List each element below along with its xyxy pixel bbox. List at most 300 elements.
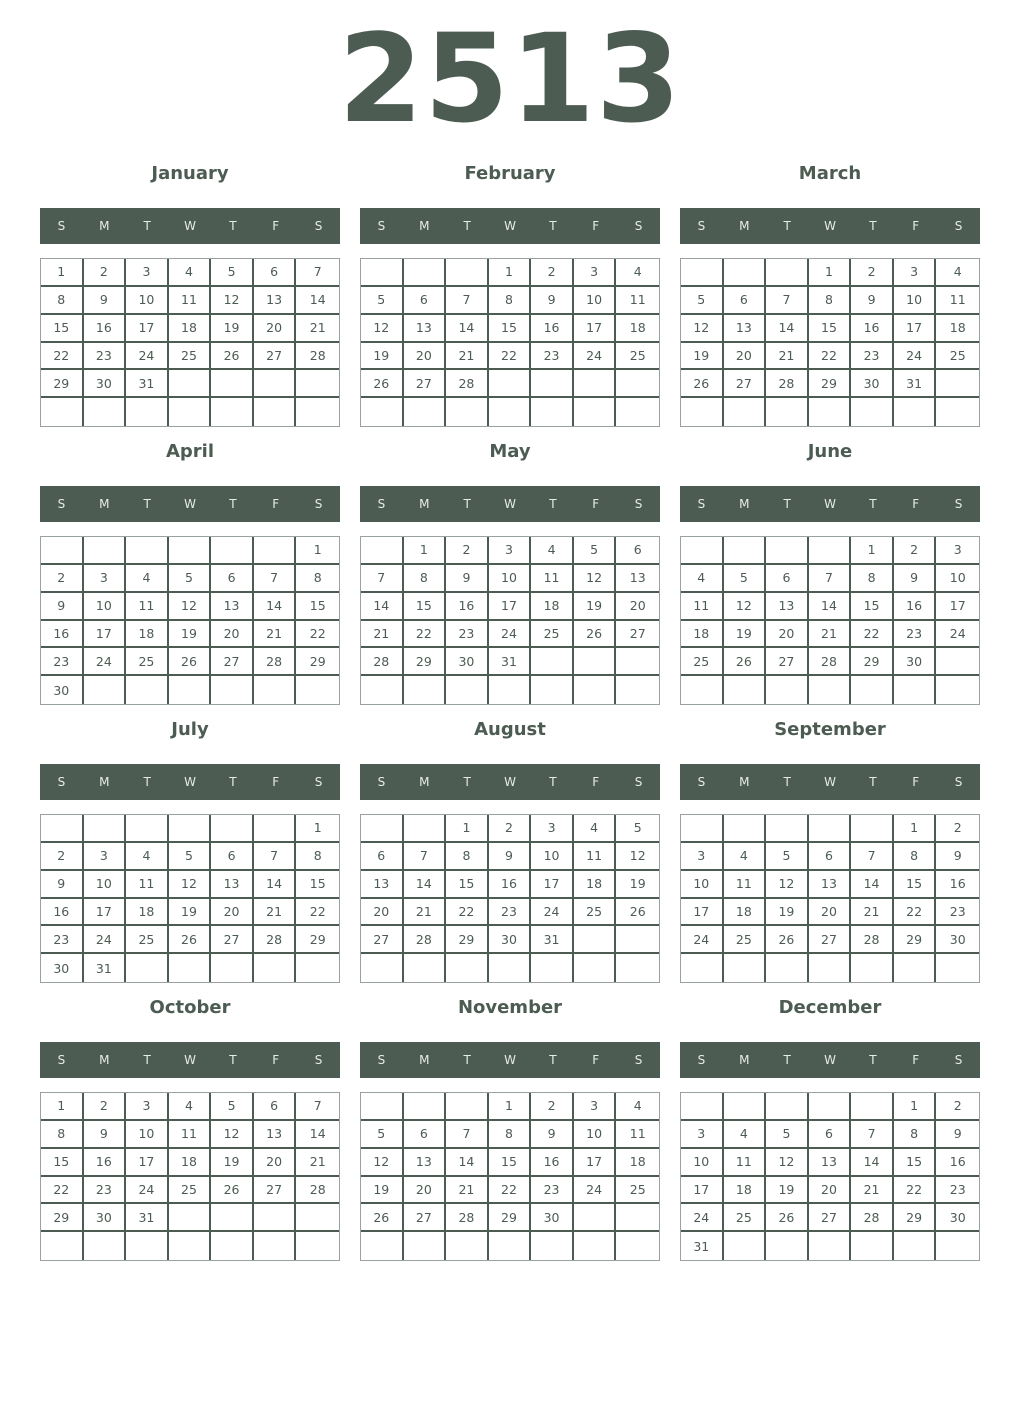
day-cell[interactable]: 26 xyxy=(681,370,724,398)
day-cell[interactable]: 26 xyxy=(211,343,254,371)
day-cell[interactable]: 27 xyxy=(616,621,659,649)
day-cell[interactable]: 24 xyxy=(936,621,979,649)
day-cell[interactable]: 5 xyxy=(766,1121,809,1149)
day-cell[interactable]: 7 xyxy=(446,287,489,315)
day-cell[interactable]: 9 xyxy=(84,287,127,315)
day-cell[interactable]: 17 xyxy=(894,315,937,343)
day-cell[interactable]: 3 xyxy=(84,565,127,593)
day-cell[interactable]: 13 xyxy=(254,287,297,315)
day-cell[interactable]: 23 xyxy=(84,1177,127,1205)
day-cell[interactable]: 19 xyxy=(766,899,809,927)
day-cell[interactable]: 11 xyxy=(126,593,169,621)
day-cell[interactable]: 19 xyxy=(724,621,767,649)
day-cell[interactable]: 23 xyxy=(936,899,979,927)
day-cell[interactable]: 25 xyxy=(724,926,767,954)
day-cell[interactable]: 1 xyxy=(296,537,339,565)
day-cell[interactable]: 8 xyxy=(446,843,489,871)
day-cell[interactable]: 3 xyxy=(531,815,574,843)
day-cell[interactable]: 24 xyxy=(489,621,532,649)
day-cell[interactable]: 11 xyxy=(724,871,767,899)
day-cell[interactable]: 1 xyxy=(894,1093,937,1121)
day-cell[interactable]: 9 xyxy=(531,1121,574,1149)
day-cell[interactable]: 15 xyxy=(41,1149,84,1177)
day-cell[interactable]: 16 xyxy=(446,593,489,621)
day-cell[interactable]: 5 xyxy=(766,843,809,871)
day-cell[interactable]: 27 xyxy=(254,343,297,371)
day-cell[interactable]: 7 xyxy=(296,259,339,287)
day-cell[interactable]: 27 xyxy=(766,648,809,676)
day-cell[interactable]: 20 xyxy=(254,1149,297,1177)
day-cell[interactable]: 10 xyxy=(936,565,979,593)
day-cell[interactable]: 10 xyxy=(84,593,127,621)
day-cell[interactable]: 26 xyxy=(361,1204,404,1232)
day-cell[interactable]: 19 xyxy=(361,1177,404,1205)
day-cell[interactable]: 16 xyxy=(936,871,979,899)
day-cell[interactable]: 23 xyxy=(851,343,894,371)
day-cell[interactable]: 6 xyxy=(254,259,297,287)
day-cell[interactable]: 29 xyxy=(296,648,339,676)
day-cell[interactable]: 6 xyxy=(724,287,767,315)
day-cell[interactable]: 26 xyxy=(211,1177,254,1205)
day-cell[interactable]: 24 xyxy=(681,926,724,954)
day-cell[interactable]: 20 xyxy=(361,899,404,927)
day-cell[interactable]: 24 xyxy=(681,1204,724,1232)
day-cell[interactable]: 10 xyxy=(574,287,617,315)
day-cell[interactable]: 21 xyxy=(296,1149,339,1177)
day-cell[interactable]: 20 xyxy=(809,899,852,927)
day-cell[interactable]: 21 xyxy=(254,899,297,927)
day-cell[interactable]: 30 xyxy=(936,926,979,954)
day-cell[interactable]: 11 xyxy=(126,871,169,899)
day-cell[interactable]: 8 xyxy=(41,1121,84,1149)
day-cell[interactable]: 5 xyxy=(211,1093,254,1121)
day-cell[interactable]: 6 xyxy=(809,1121,852,1149)
day-cell[interactable]: 29 xyxy=(41,1204,84,1232)
day-cell[interactable]: 3 xyxy=(126,259,169,287)
day-cell[interactable]: 21 xyxy=(851,899,894,927)
day-cell[interactable]: 16 xyxy=(531,315,574,343)
day-cell[interactable]: 15 xyxy=(489,1149,532,1177)
day-cell[interactable]: 4 xyxy=(681,565,724,593)
day-cell[interactable]: 4 xyxy=(616,1093,659,1121)
day-cell[interactable]: 9 xyxy=(894,565,937,593)
day-cell[interactable]: 15 xyxy=(296,593,339,621)
day-cell[interactable]: 27 xyxy=(809,1204,852,1232)
day-cell[interactable]: 30 xyxy=(446,648,489,676)
day-cell[interactable]: 26 xyxy=(766,926,809,954)
day-cell[interactable]: 20 xyxy=(616,593,659,621)
day-cell[interactable]: 12 xyxy=(169,593,212,621)
day-cell[interactable]: 18 xyxy=(616,315,659,343)
day-cell[interactable]: 23 xyxy=(489,899,532,927)
day-cell[interactable]: 14 xyxy=(404,871,447,899)
day-cell[interactable]: 2 xyxy=(936,815,979,843)
day-cell[interactable]: 4 xyxy=(724,843,767,871)
day-cell[interactable]: 27 xyxy=(404,1204,447,1232)
day-cell[interactable]: 13 xyxy=(616,565,659,593)
day-cell[interactable]: 5 xyxy=(361,1121,404,1149)
day-cell[interactable]: 12 xyxy=(616,843,659,871)
day-cell[interactable]: 2 xyxy=(84,1093,127,1121)
day-cell[interactable]: 19 xyxy=(169,621,212,649)
day-cell[interactable]: 7 xyxy=(809,565,852,593)
day-cell[interactable]: 19 xyxy=(681,343,724,371)
day-cell[interactable]: 1 xyxy=(404,537,447,565)
day-cell[interactable]: 20 xyxy=(809,1177,852,1205)
day-cell[interactable]: 17 xyxy=(681,899,724,927)
day-cell[interactable]: 23 xyxy=(531,1177,574,1205)
day-cell[interactable]: 16 xyxy=(489,871,532,899)
day-cell[interactable]: 25 xyxy=(126,648,169,676)
day-cell[interactable]: 15 xyxy=(404,593,447,621)
day-cell[interactable]: 21 xyxy=(851,1177,894,1205)
day-cell[interactable]: 6 xyxy=(766,565,809,593)
day-cell[interactable]: 23 xyxy=(531,343,574,371)
day-cell[interactable]: 27 xyxy=(254,1177,297,1205)
day-cell[interactable]: 3 xyxy=(126,1093,169,1121)
day-cell[interactable]: 25 xyxy=(574,899,617,927)
day-cell[interactable]: 31 xyxy=(531,926,574,954)
day-cell[interactable]: 29 xyxy=(446,926,489,954)
day-cell[interactable]: 2 xyxy=(41,565,84,593)
day-cell[interactable]: 7 xyxy=(254,565,297,593)
day-cell[interactable]: 22 xyxy=(894,899,937,927)
day-cell[interactable]: 7 xyxy=(446,1121,489,1149)
day-cell[interactable]: 28 xyxy=(404,926,447,954)
day-cell[interactable]: 4 xyxy=(531,537,574,565)
day-cell[interactable]: 22 xyxy=(851,621,894,649)
day-cell[interactable]: 23 xyxy=(894,621,937,649)
day-cell[interactable]: 8 xyxy=(489,287,532,315)
day-cell[interactable]: 28 xyxy=(296,343,339,371)
day-cell[interactable]: 17 xyxy=(574,1149,617,1177)
day-cell[interactable]: 30 xyxy=(489,926,532,954)
day-cell[interactable]: 24 xyxy=(84,648,127,676)
day-cell[interactable]: 2 xyxy=(84,259,127,287)
day-cell[interactable]: 6 xyxy=(404,1121,447,1149)
day-cell[interactable]: 8 xyxy=(894,1121,937,1149)
day-cell[interactable]: 11 xyxy=(169,287,212,315)
day-cell[interactable]: 19 xyxy=(766,1177,809,1205)
day-cell[interactable]: 3 xyxy=(84,843,127,871)
day-cell[interactable]: 8 xyxy=(296,843,339,871)
day-cell[interactable]: 26 xyxy=(169,648,212,676)
day-cell[interactable]: 6 xyxy=(211,843,254,871)
day-cell[interactable]: 3 xyxy=(681,1121,724,1149)
day-cell[interactable]: 17 xyxy=(126,1149,169,1177)
day-cell[interactable]: 13 xyxy=(809,1149,852,1177)
day-cell[interactable]: 10 xyxy=(489,565,532,593)
day-cell[interactable]: 28 xyxy=(809,648,852,676)
day-cell[interactable]: 1 xyxy=(446,815,489,843)
day-cell[interactable]: 12 xyxy=(681,315,724,343)
day-cell[interactable]: 15 xyxy=(894,871,937,899)
day-cell[interactable]: 13 xyxy=(254,1121,297,1149)
day-cell[interactable]: 26 xyxy=(766,1204,809,1232)
day-cell[interactable]: 1 xyxy=(489,259,532,287)
day-cell[interactable]: 18 xyxy=(169,1149,212,1177)
day-cell[interactable]: 8 xyxy=(41,287,84,315)
day-cell[interactable]: 30 xyxy=(894,648,937,676)
day-cell[interactable]: 9 xyxy=(446,565,489,593)
day-cell[interactable]: 11 xyxy=(616,1121,659,1149)
day-cell[interactable]: 30 xyxy=(531,1204,574,1232)
day-cell[interactable]: 20 xyxy=(724,343,767,371)
day-cell[interactable]: 5 xyxy=(681,287,724,315)
day-cell[interactable]: 1 xyxy=(894,815,937,843)
day-cell[interactable]: 19 xyxy=(361,343,404,371)
day-cell[interactable]: 22 xyxy=(41,1177,84,1205)
day-cell[interactable]: 30 xyxy=(936,1204,979,1232)
day-cell[interactable]: 24 xyxy=(574,1177,617,1205)
day-cell[interactable]: 9 xyxy=(851,287,894,315)
day-cell[interactable]: 18 xyxy=(531,593,574,621)
day-cell[interactable]: 30 xyxy=(84,1204,127,1232)
day-cell[interactable]: 1 xyxy=(809,259,852,287)
day-cell[interactable]: 4 xyxy=(724,1121,767,1149)
day-cell[interactable]: 15 xyxy=(446,871,489,899)
day-cell[interactable]: 1 xyxy=(41,1093,84,1121)
day-cell[interactable]: 12 xyxy=(766,1149,809,1177)
day-cell[interactable]: 10 xyxy=(681,1149,724,1177)
day-cell[interactable]: 14 xyxy=(296,287,339,315)
day-cell[interactable]: 1 xyxy=(489,1093,532,1121)
day-cell[interactable]: 22 xyxy=(404,621,447,649)
day-cell[interactable]: 14 xyxy=(446,1149,489,1177)
day-cell[interactable]: 27 xyxy=(211,648,254,676)
day-cell[interactable]: 27 xyxy=(404,370,447,398)
day-cell[interactable]: 5 xyxy=(361,287,404,315)
day-cell[interactable]: 28 xyxy=(446,370,489,398)
day-cell[interactable]: 17 xyxy=(681,1177,724,1205)
day-cell[interactable]: 25 xyxy=(169,343,212,371)
day-cell[interactable]: 10 xyxy=(126,1121,169,1149)
day-cell[interactable]: 23 xyxy=(446,621,489,649)
day-cell[interactable]: 5 xyxy=(169,565,212,593)
day-cell[interactable]: 12 xyxy=(766,871,809,899)
day-cell[interactable]: 30 xyxy=(41,676,84,704)
day-cell[interactable]: 29 xyxy=(404,648,447,676)
day-cell[interactable]: 6 xyxy=(616,537,659,565)
day-cell[interactable]: 19 xyxy=(211,1149,254,1177)
day-cell[interactable]: 29 xyxy=(489,1204,532,1232)
day-cell[interactable]: 29 xyxy=(894,1204,937,1232)
day-cell[interactable]: 3 xyxy=(574,1093,617,1121)
day-cell[interactable]: 16 xyxy=(894,593,937,621)
day-cell[interactable]: 4 xyxy=(126,843,169,871)
day-cell[interactable]: 27 xyxy=(211,926,254,954)
day-cell[interactable]: 22 xyxy=(296,621,339,649)
day-cell[interactable]: 13 xyxy=(724,315,767,343)
day-cell[interactable]: 11 xyxy=(724,1149,767,1177)
day-cell[interactable]: 29 xyxy=(41,370,84,398)
day-cell[interactable]: 25 xyxy=(126,926,169,954)
day-cell[interactable]: 25 xyxy=(169,1177,212,1205)
day-cell[interactable]: 25 xyxy=(531,621,574,649)
day-cell[interactable]: 7 xyxy=(851,1121,894,1149)
day-cell[interactable]: 9 xyxy=(489,843,532,871)
day-cell[interactable]: 24 xyxy=(84,926,127,954)
day-cell[interactable]: 6 xyxy=(809,843,852,871)
day-cell[interactable]: 11 xyxy=(616,287,659,315)
day-cell[interactable]: 20 xyxy=(404,343,447,371)
day-cell[interactable]: 21 xyxy=(446,343,489,371)
day-cell[interactable]: 18 xyxy=(681,621,724,649)
day-cell[interactable]: 20 xyxy=(766,621,809,649)
day-cell[interactable]: 18 xyxy=(616,1149,659,1177)
day-cell[interactable]: 14 xyxy=(766,315,809,343)
day-cell[interactable]: 23 xyxy=(84,343,127,371)
day-cell[interactable]: 2 xyxy=(851,259,894,287)
day-cell[interactable]: 22 xyxy=(489,1177,532,1205)
day-cell[interactable]: 3 xyxy=(894,259,937,287)
day-cell[interactable]: 21 xyxy=(809,621,852,649)
day-cell[interactable]: 21 xyxy=(404,899,447,927)
day-cell[interactable]: 26 xyxy=(361,370,404,398)
day-cell[interactable]: 14 xyxy=(809,593,852,621)
day-cell[interactable]: 7 xyxy=(296,1093,339,1121)
day-cell[interactable]: 21 xyxy=(446,1177,489,1205)
day-cell[interactable]: 5 xyxy=(574,537,617,565)
day-cell[interactable]: 12 xyxy=(724,593,767,621)
day-cell[interactable]: 28 xyxy=(446,1204,489,1232)
day-cell[interactable]: 20 xyxy=(211,621,254,649)
day-cell[interactable]: 11 xyxy=(531,565,574,593)
day-cell[interactable]: 28 xyxy=(851,926,894,954)
day-cell[interactable]: 25 xyxy=(616,1177,659,1205)
day-cell[interactable]: 15 xyxy=(809,315,852,343)
day-cell[interactable]: 12 xyxy=(574,565,617,593)
day-cell[interactable]: 18 xyxy=(169,315,212,343)
day-cell[interactable]: 8 xyxy=(404,565,447,593)
day-cell[interactable]: 9 xyxy=(84,1121,127,1149)
day-cell[interactable]: 3 xyxy=(681,843,724,871)
day-cell[interactable]: 7 xyxy=(851,843,894,871)
day-cell[interactable]: 25 xyxy=(936,343,979,371)
day-cell[interactable]: 16 xyxy=(936,1149,979,1177)
day-cell[interactable]: 27 xyxy=(361,926,404,954)
day-cell[interactable]: 17 xyxy=(936,593,979,621)
day-cell[interactable]: 22 xyxy=(41,343,84,371)
day-cell[interactable]: 24 xyxy=(894,343,937,371)
day-cell[interactable]: 6 xyxy=(404,287,447,315)
day-cell[interactable]: 12 xyxy=(211,1121,254,1149)
day-cell[interactable]: 2 xyxy=(41,843,84,871)
day-cell[interactable]: 1 xyxy=(296,815,339,843)
day-cell[interactable]: 9 xyxy=(531,287,574,315)
day-cell[interactable]: 2 xyxy=(531,1093,574,1121)
day-cell[interactable]: 21 xyxy=(254,621,297,649)
day-cell[interactable]: 4 xyxy=(574,815,617,843)
day-cell[interactable]: 18 xyxy=(936,315,979,343)
day-cell[interactable]: 13 xyxy=(404,1149,447,1177)
day-cell[interactable]: 10 xyxy=(574,1121,617,1149)
day-cell[interactable]: 2 xyxy=(489,815,532,843)
day-cell[interactable]: 10 xyxy=(126,287,169,315)
day-cell[interactable]: 18 xyxy=(574,871,617,899)
day-cell[interactable]: 23 xyxy=(936,1177,979,1205)
day-cell[interactable]: 26 xyxy=(616,899,659,927)
day-cell[interactable]: 9 xyxy=(936,843,979,871)
day-cell[interactable]: 15 xyxy=(296,871,339,899)
day-cell[interactable]: 5 xyxy=(169,843,212,871)
day-cell[interactable]: 9 xyxy=(41,593,84,621)
day-cell[interactable]: 5 xyxy=(724,565,767,593)
day-cell[interactable]: 14 xyxy=(254,871,297,899)
day-cell[interactable]: 11 xyxy=(681,593,724,621)
day-cell[interactable]: 27 xyxy=(724,370,767,398)
day-cell[interactable]: 16 xyxy=(84,315,127,343)
day-cell[interactable]: 11 xyxy=(574,843,617,871)
day-cell[interactable]: 24 xyxy=(126,343,169,371)
day-cell[interactable]: 17 xyxy=(126,315,169,343)
day-cell[interactable]: 22 xyxy=(296,899,339,927)
day-cell[interactable]: 26 xyxy=(169,926,212,954)
day-cell[interactable]: 28 xyxy=(851,1204,894,1232)
day-cell[interactable]: 29 xyxy=(851,648,894,676)
day-cell[interactable]: 13 xyxy=(809,871,852,899)
day-cell[interactable]: 3 xyxy=(936,537,979,565)
day-cell[interactable]: 17 xyxy=(489,593,532,621)
day-cell[interactable]: 14 xyxy=(851,1149,894,1177)
day-cell[interactable]: 10 xyxy=(894,287,937,315)
day-cell[interactable]: 6 xyxy=(254,1093,297,1121)
day-cell[interactable]: 11 xyxy=(169,1121,212,1149)
day-cell[interactable]: 15 xyxy=(489,315,532,343)
day-cell[interactable]: 21 xyxy=(361,621,404,649)
day-cell[interactable]: 28 xyxy=(361,648,404,676)
day-cell[interactable]: 14 xyxy=(851,871,894,899)
day-cell[interactable]: 31 xyxy=(126,1204,169,1232)
day-cell[interactable]: 15 xyxy=(894,1149,937,1177)
day-cell[interactable]: 2 xyxy=(446,537,489,565)
day-cell[interactable]: 22 xyxy=(489,343,532,371)
day-cell[interactable]: 28 xyxy=(254,926,297,954)
day-cell[interactable]: 2 xyxy=(936,1093,979,1121)
day-cell[interactable]: 6 xyxy=(211,565,254,593)
day-cell[interactable]: 12 xyxy=(211,287,254,315)
day-cell[interactable]: 22 xyxy=(894,1177,937,1205)
day-cell[interactable]: 20 xyxy=(254,315,297,343)
day-cell[interactable]: 31 xyxy=(894,370,937,398)
day-cell[interactable]: 13 xyxy=(404,315,447,343)
day-cell[interactable]: 31 xyxy=(126,370,169,398)
day-cell[interactable]: 19 xyxy=(616,871,659,899)
day-cell[interactable]: 26 xyxy=(574,621,617,649)
day-cell[interactable]: 27 xyxy=(809,926,852,954)
day-cell[interactable]: 17 xyxy=(531,871,574,899)
day-cell[interactable]: 16 xyxy=(531,1149,574,1177)
day-cell[interactable]: 7 xyxy=(766,287,809,315)
day-cell[interactable]: 15 xyxy=(41,315,84,343)
day-cell[interactable]: 10 xyxy=(531,843,574,871)
day-cell[interactable]: 29 xyxy=(894,926,937,954)
day-cell[interactable]: 18 xyxy=(126,899,169,927)
day-cell[interactable]: 19 xyxy=(169,899,212,927)
day-cell[interactable]: 29 xyxy=(296,926,339,954)
day-cell[interactable]: 3 xyxy=(574,259,617,287)
day-cell[interactable]: 4 xyxy=(169,1093,212,1121)
day-cell[interactable]: 6 xyxy=(361,843,404,871)
day-cell[interactable]: 12 xyxy=(361,315,404,343)
day-cell[interactable]: 10 xyxy=(681,871,724,899)
day-cell[interactable]: 16 xyxy=(41,621,84,649)
day-cell[interactable]: 25 xyxy=(616,343,659,371)
day-cell[interactable]: 3 xyxy=(489,537,532,565)
day-cell[interactable]: 8 xyxy=(296,565,339,593)
day-cell[interactable]: 24 xyxy=(531,899,574,927)
day-cell[interactable]: 1 xyxy=(851,537,894,565)
